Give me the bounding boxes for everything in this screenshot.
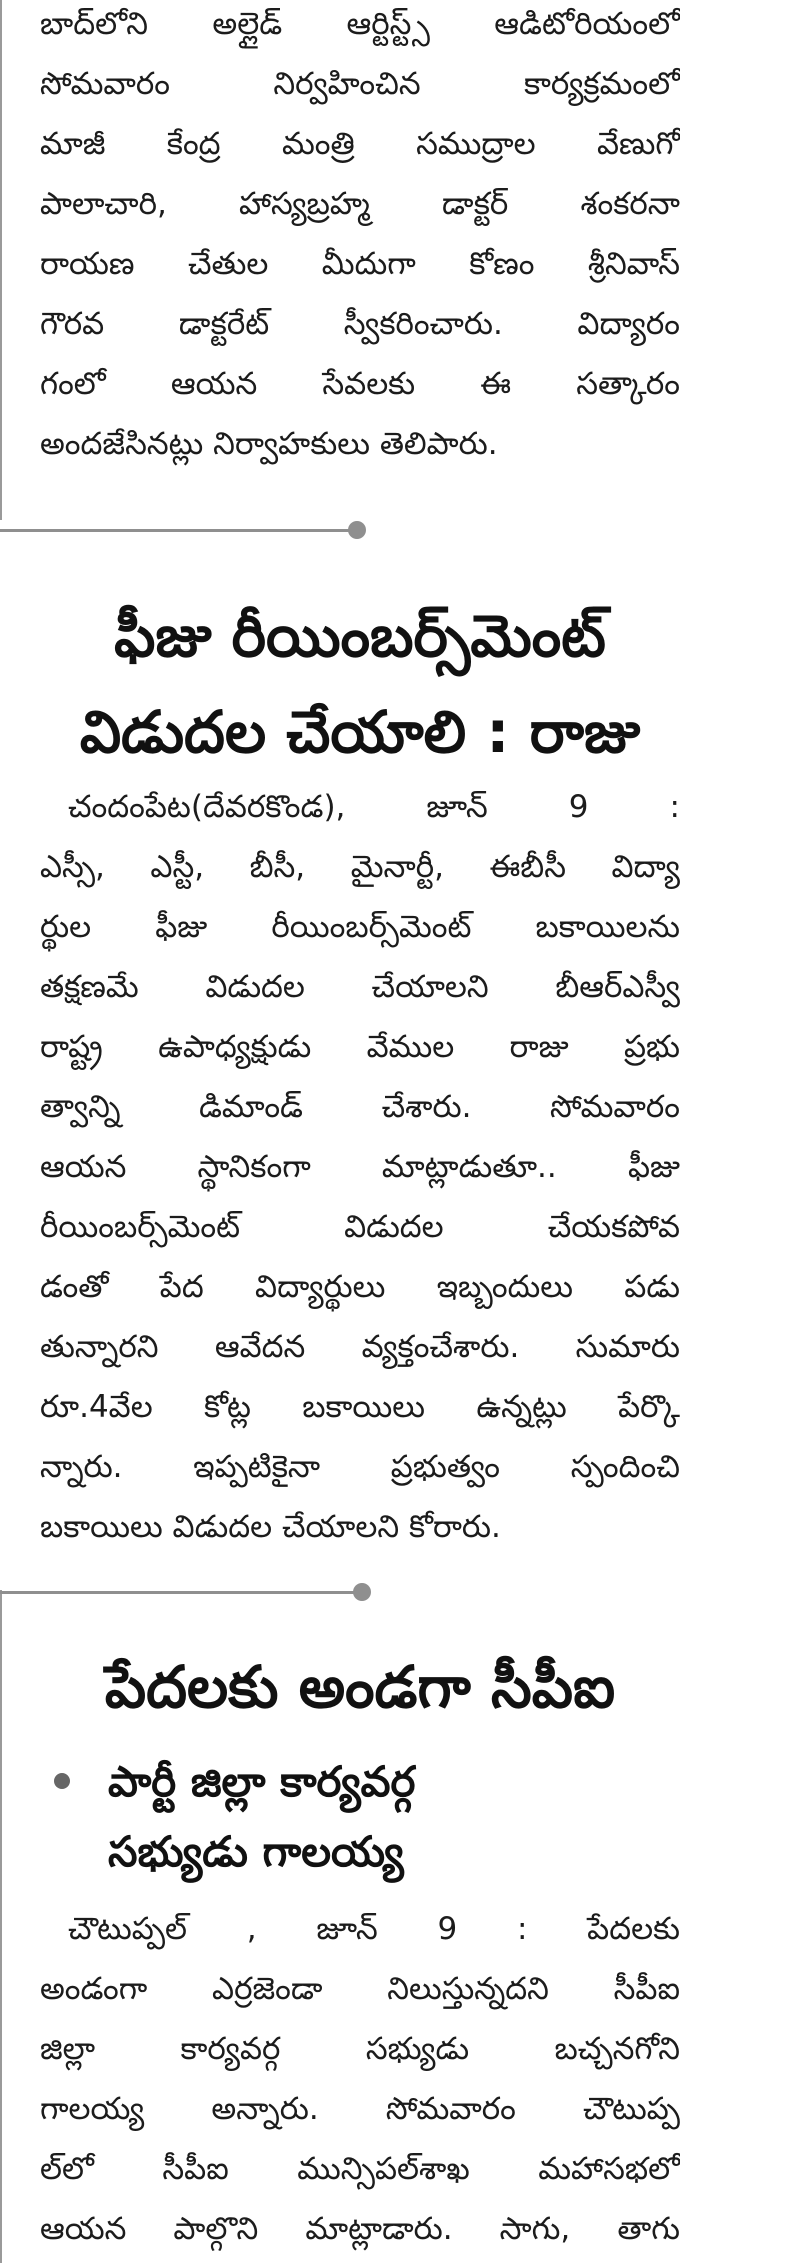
article-2-body — [40, 777, 680, 1557]
article-headline: ఫీజు రీయింబర్స్‌మెంట్ — [114, 602, 606, 670]
article-line: బకాయిలు విడుదల చేయాలని కోరారు. — [40, 1509, 501, 1545]
article-subhead: సభ్యుడు గాలయ్య — [108, 1827, 404, 1876]
article-line: ల్‌లో సీపీఐ మున్సిపల్‌శాఖ మహాసభలో — [40, 2151, 680, 2187]
article-line: బాద్‌లోని అల్లైడ్ ఆర్టిస్ట్స్ ఆడిటోరియంలో — [40, 6, 680, 42]
article-line: రీయింబర్స్‌మెంట్ విడుదల చేయకపోవ — [40, 1209, 680, 1245]
divider-dot — [353, 1583, 371, 1601]
article-line: అందజేసినట్లు నిర్వాహకులు తెలిపారు. — [40, 426, 498, 462]
article-headline: విడుదల చేయాలి : రాజు — [79, 698, 641, 766]
article-line: న్నారు. ఇప్పటికైనా ప్రభుత్వం స్పందించి — [40, 1449, 680, 1485]
article-line: త్వాన్ని డిమాండ్ చేశారు. సోమవారం — [40, 1089, 680, 1125]
article-3 — [40, 1637, 680, 1737]
article-line: డంతో పేద విద్యార్థులు ఇబ్బందులు పడు — [40, 1269, 680, 1305]
bullet-icon — [54, 1773, 70, 1789]
article-line: ర్థుల ఫీజు రీయింబర్స్‌మెంట్ బకాయిలను — [40, 909, 680, 945]
article-2 — [40, 588, 680, 780]
article-line: సోమవారం నిర్వహించిన కార్యక్రమంలో — [40, 66, 680, 102]
section-divider — [0, 1591, 362, 1594]
article-headline: పేదలకు అండగా సీపీఐ — [104, 1653, 616, 1721]
article-line: రాష్ట్ర ఉపాధ్యక్షుడు వేముల రాజు ప్రభు — [40, 1029, 680, 1065]
article-dateline: చందంపేట(దేవరకొండ), జూన్ 9 : — [68, 789, 680, 825]
article-line: గౌరవ డాక్టరేట్ స్వీకరించారు. విద్యారం — [40, 306, 680, 342]
article-line: ఎస్సీ, ఎస్టీ, బీసీ, మైనార్టీ, ఈబీసీ విద్యా — [40, 849, 680, 885]
column-border — [0, 1590, 2, 2263]
article-line: అండంగా ఎర్రజెండా నిలుస్తున్నదని సీపీఐ — [40, 1971, 680, 2007]
article-line: పాలాచారి, హాస్యబ్రహ్మ డాక్టర్ శంకరనా — [40, 186, 680, 222]
article-line: గాలయ్య అన్నారు. సోమవారం చౌటుప్ప — [40, 2091, 680, 2127]
article-line: గంలో ఆయన సేవలకు ఈ సత్కారం — [40, 366, 680, 402]
article-line: మాజీ కేంద్ర మంత్రి సముద్రాల వేణుగో — [40, 126, 680, 162]
article-3-body — [40, 1899, 680, 2259]
article-line: ఆయన స్థానికంగా మాట్లాడుతూ.. ఫీజు — [40, 1149, 680, 1185]
column-border — [0, 0, 2, 520]
article-line: ఆయన పాల్గొని మాట్లాడారు. సాగు, తాగు — [40, 2211, 680, 2247]
divider-dot — [348, 521, 366, 539]
article-line: తక్షణమే విడుదల చేయాలని బీఆర్ఎస్వీ — [40, 969, 680, 1005]
article-3-subhead — [108, 1747, 668, 1887]
article-subhead: పార్టీ జిల్లా కార్యవర్గ — [108, 1757, 416, 1806]
article-line: రాయణ చేతుల మీదుగా కోణం శ్రీనివాస్ — [40, 246, 680, 282]
article-dateline: చౌటుప్పల్ , జూన్ 9 : పేదలకు — [68, 1911, 680, 1947]
article-line: రూ.4వేల కోట్ల బకాయిలు ఉన్నట్లు పేర్కొ — [40, 1389, 680, 1425]
section-divider — [0, 529, 357, 532]
article-line: తున్నారని ఆవేదన వ్యక్తంచేశారు. సుమారు — [40, 1329, 680, 1365]
article-1-body — [40, 0, 680, 474]
article-line: జిల్లా కార్యవర్గ సభ్యుడు బచ్చనగోని — [40, 2031, 680, 2067]
